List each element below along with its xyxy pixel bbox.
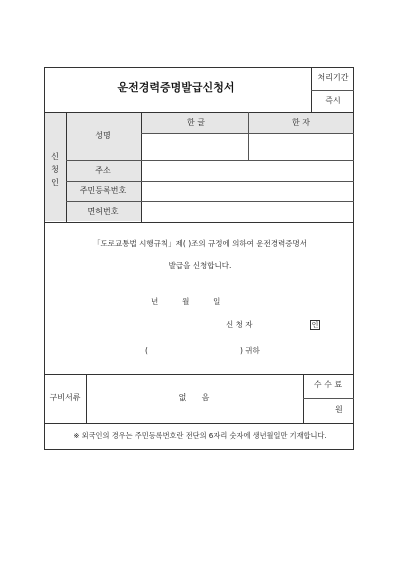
hanja-column-label: 한 자	[292, 118, 310, 127]
fee-unit: 원	[335, 405, 343, 414]
addressee-open-paren: (	[145, 346, 148, 355]
documents-label-divider	[86, 374, 87, 423]
fee-label: 수 수 료	[313, 380, 343, 389]
documents-top-border	[44, 374, 354, 375]
documents-label: 구비서류	[49, 393, 81, 402]
fee-inner-divider	[303, 398, 354, 399]
processing-divider	[311, 90, 354, 91]
body-statement-line-2: 발급을 신청합니다.	[168, 261, 232, 270]
processing-period-label: 처리기간	[317, 73, 349, 82]
footnote-top-border	[44, 423, 354, 424]
seal-mark: 인	[311, 321, 319, 329]
applicant-label-char-1: 신	[51, 152, 59, 161]
korean-column-label: 한 글	[187, 118, 205, 127]
body-statement-line-1: 「도로교통법 시행규칙」제( )조의 규정에 의하여 운전경력증명서	[93, 239, 307, 248]
application-date: 년 월 일	[151, 297, 221, 306]
applicant-label-char-2: 청	[51, 165, 59, 174]
documents-value: 없 음	[178, 393, 210, 402]
resident-number-label: 주민등록번호	[79, 186, 127, 195]
name-column-divider	[248, 112, 249, 160]
address-row-border	[66, 160, 354, 161]
footnote: ※ 외국인의 경우는 주민등록번호란 전단의 6자리 숫자에 생년월일만 기재합니다.	[73, 431, 327, 440]
applicant-signature-label: 신 청 자	[226, 320, 253, 329]
license-number-row-border	[66, 201, 354, 202]
resident-number-row-border	[66, 181, 354, 182]
license-number-label: 면허번호	[87, 207, 119, 216]
field-label-divider	[141, 112, 142, 222]
applicant-label-char-3: 인	[51, 178, 59, 187]
name-subheader-divider	[141, 133, 354, 134]
name-label: 성명	[95, 131, 111, 140]
addressee-suffix: ) 귀하	[240, 346, 260, 355]
processing-period-value: 즉시	[325, 96, 341, 105]
applicant-bottom-border	[44, 222, 354, 223]
address-label: 주소	[95, 166, 111, 175]
form-title: 운전경력증명발급신청서	[117, 81, 235, 94]
